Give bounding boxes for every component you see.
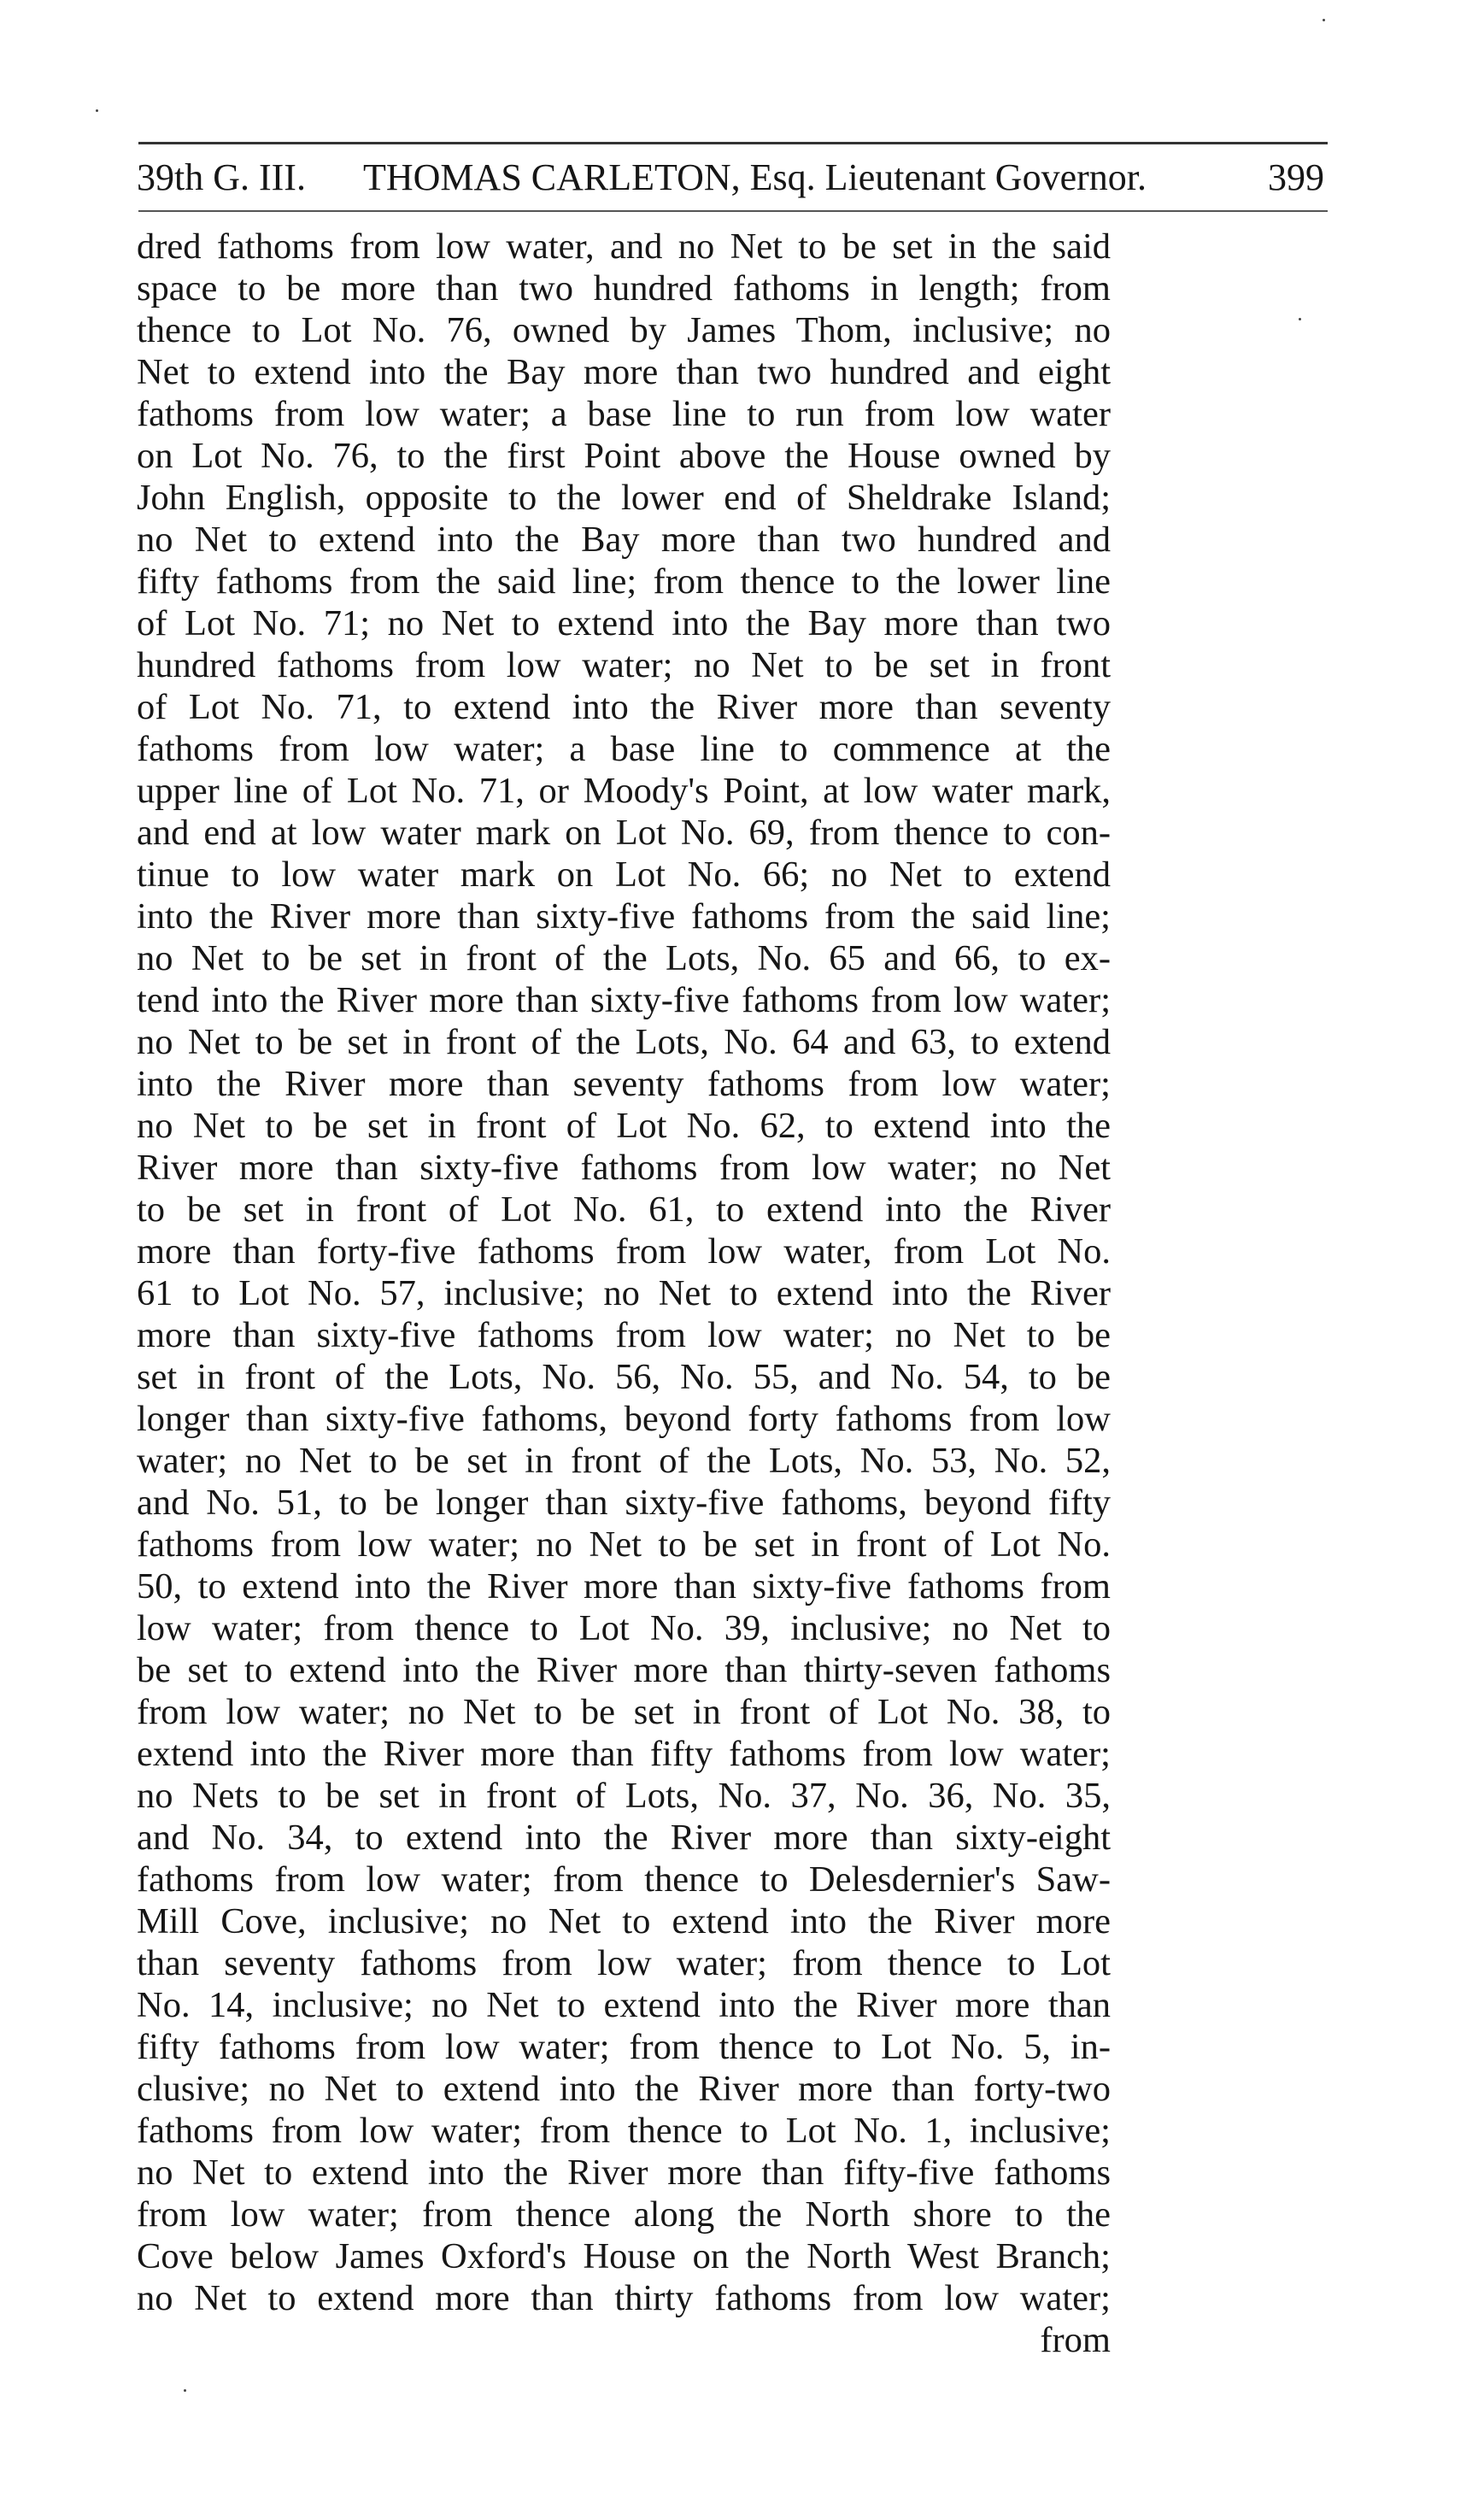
text-line: and No. 51, to be longer than sixty-five fathoms, beyond fifty — [137, 1483, 1111, 1523]
text-line: hundred fathoms from low water; no Net to be set in front — [137, 645, 1111, 685]
text-line: space to be more than two hundred fathoms in length; from — [137, 268, 1111, 308]
text-line: be set to extend into the River more than thirty-seven fathoms — [137, 1650, 1111, 1690]
text-line: into the River more than sixty-five fathoms from the said line; — [137, 896, 1111, 937]
text-line: 61 to Lot No. 57, inclusive; no Net to extend into the River — [137, 1273, 1111, 1313]
body-text — [137, 226, 1111, 2361]
text-line: on Lot No. 76, to the first Point above the House owned by — [137, 436, 1111, 476]
text-line: from low water; no Net to be set in front of Lot No. 38, to — [137, 1692, 1111, 1732]
text-line: dred fathoms from low water, and no Net to be set in the said — [137, 226, 1111, 267]
text-line: fathoms from low water; no Net to be set in front of Lot No. — [137, 1524, 1111, 1565]
text-line: and end at low water mark on Lot No. 69, from thence to con- — [137, 813, 1111, 853]
text-line: low water; from thence to Lot No. 39, inclusive; no Net to — [137, 1608, 1111, 1648]
text-line: 50, to extend into the River more than sixty-five fathoms from — [137, 1566, 1111, 1606]
running-head — [137, 152, 1324, 203]
text-line: water; no Net to be set in front of the Lots, No. 53, No. 52, — [137, 1441, 1111, 1481]
text-line: Mill Cove, inclusive; no Net to extend into the River more — [137, 1901, 1111, 1941]
text-line: no Net to be set in front of Lot No. 62, to extend into the — [137, 1106, 1111, 1146]
text-line: to be set in front of Lot No. 61, to extend into the River — [137, 1189, 1111, 1230]
scan-speck — [1299, 318, 1301, 320]
text-line: no Net to be set in front of the Lots, No. 64 and 63, to extend — [137, 1022, 1111, 1062]
page-number: 399 — [1268, 156, 1324, 198]
header-rule-bottom — [138, 210, 1328, 212]
scan-speck — [184, 2389, 186, 2392]
text-line: fathoms from low water; a base line to commence at the — [137, 729, 1111, 769]
text-line: more than sixty-five fathoms from low water; no Net to be — [137, 1315, 1111, 1355]
running-title: THOMAS CARLETON, Esq. Lieutenant Governor. — [363, 156, 1147, 198]
text-line: set in front of the Lots, No. 56, No. 55, and No. 54, to be — [137, 1357, 1111, 1397]
text-line: no Net to extend into the Bay more than two hundred and — [137, 520, 1111, 560]
text-line: fathoms from low water; from thence to Delesdernier's Saw- — [137, 1859, 1111, 1900]
text-line: Cove below James Oxford's House on the North West Branch; — [137, 2236, 1111, 2276]
text-line: more than forty-five fathoms from low water, from Lot No. — [137, 1231, 1111, 1272]
regnal-year: 39th G. III. — [137, 156, 306, 198]
catchword: from — [1040, 2320, 1111, 2360]
text-line: longer than sixty-five fathoms, beyond forty fathoms from low — [137, 1399, 1111, 1439]
text-line: River more than sixty-five fathoms from low water; no Net — [137, 1148, 1111, 1188]
text-line: Net to extend into the Bay more than two hundred and eight — [137, 352, 1111, 392]
text-line: fifty fathoms from the said line; from thence to the lower line — [137, 561, 1111, 602]
text-line: thence to Lot No. 76, owned by James Thom, inclusive; no — [137, 310, 1111, 350]
text-line: upper line of Lot No. 71, or Moody's Point, at low water mark, — [137, 771, 1111, 811]
text-line: of Lot No. 71; no Net to extend into the Bay more than two — [137, 603, 1111, 643]
text-line: and No. 34, to extend into the River more than sixty-eight — [137, 1818, 1111, 1858]
text-line: from low water; from thence along the North shore to the — [137, 2194, 1111, 2235]
text-line: clusive; no Net to extend into the River more than forty-two — [137, 2069, 1111, 2109]
scan-speck — [96, 109, 98, 112]
text-line: John English, opposite to the lower end of Sheldrake Island; — [137, 478, 1111, 518]
text-line: no Net to be set in front of the Lots, No. 65 and 66, to ex- — [137, 938, 1111, 978]
text-line: tend into the River more than sixty-five fathoms from low water; — [137, 980, 1111, 1020]
text-line: than seventy fathoms from low water; from thence to Lot — [137, 1943, 1111, 1983]
text-line: fathoms from low water; a base line to run from low water — [137, 394, 1111, 434]
text-line: No. 14, inclusive; no Net to extend into the River more than — [137, 1985, 1111, 2025]
text-line: extend into the River more than fifty fathoms from low water; — [137, 1734, 1111, 1774]
text-line: no Net to extend into the River more than fifty-five fathoms — [137, 2153, 1111, 2193]
text-line: fifty fathoms from low water; from thence to Lot No. 5, in- — [137, 2027, 1111, 2067]
text-line: no Net to extend more than thirty fathoms from low water; — [137, 2278, 1111, 2318]
text-line: tinue to low water mark on Lot No. 66; no Net to extend — [137, 855, 1111, 895]
text-line: into the River more than seventy fathoms from low water; — [137, 1064, 1111, 1104]
scan-speck — [1323, 19, 1325, 21]
text-line: of Lot No. 71, to extend into the River more than seventy — [137, 687, 1111, 727]
text-line: no Nets to be set in front of Lots, No. 37, No. 36, No. 35, — [137, 1776, 1111, 1816]
header-rule-top — [138, 142, 1328, 144]
text-line: fathoms from low water; from thence to Lot No. 1, inclusive; — [137, 2111, 1111, 2151]
